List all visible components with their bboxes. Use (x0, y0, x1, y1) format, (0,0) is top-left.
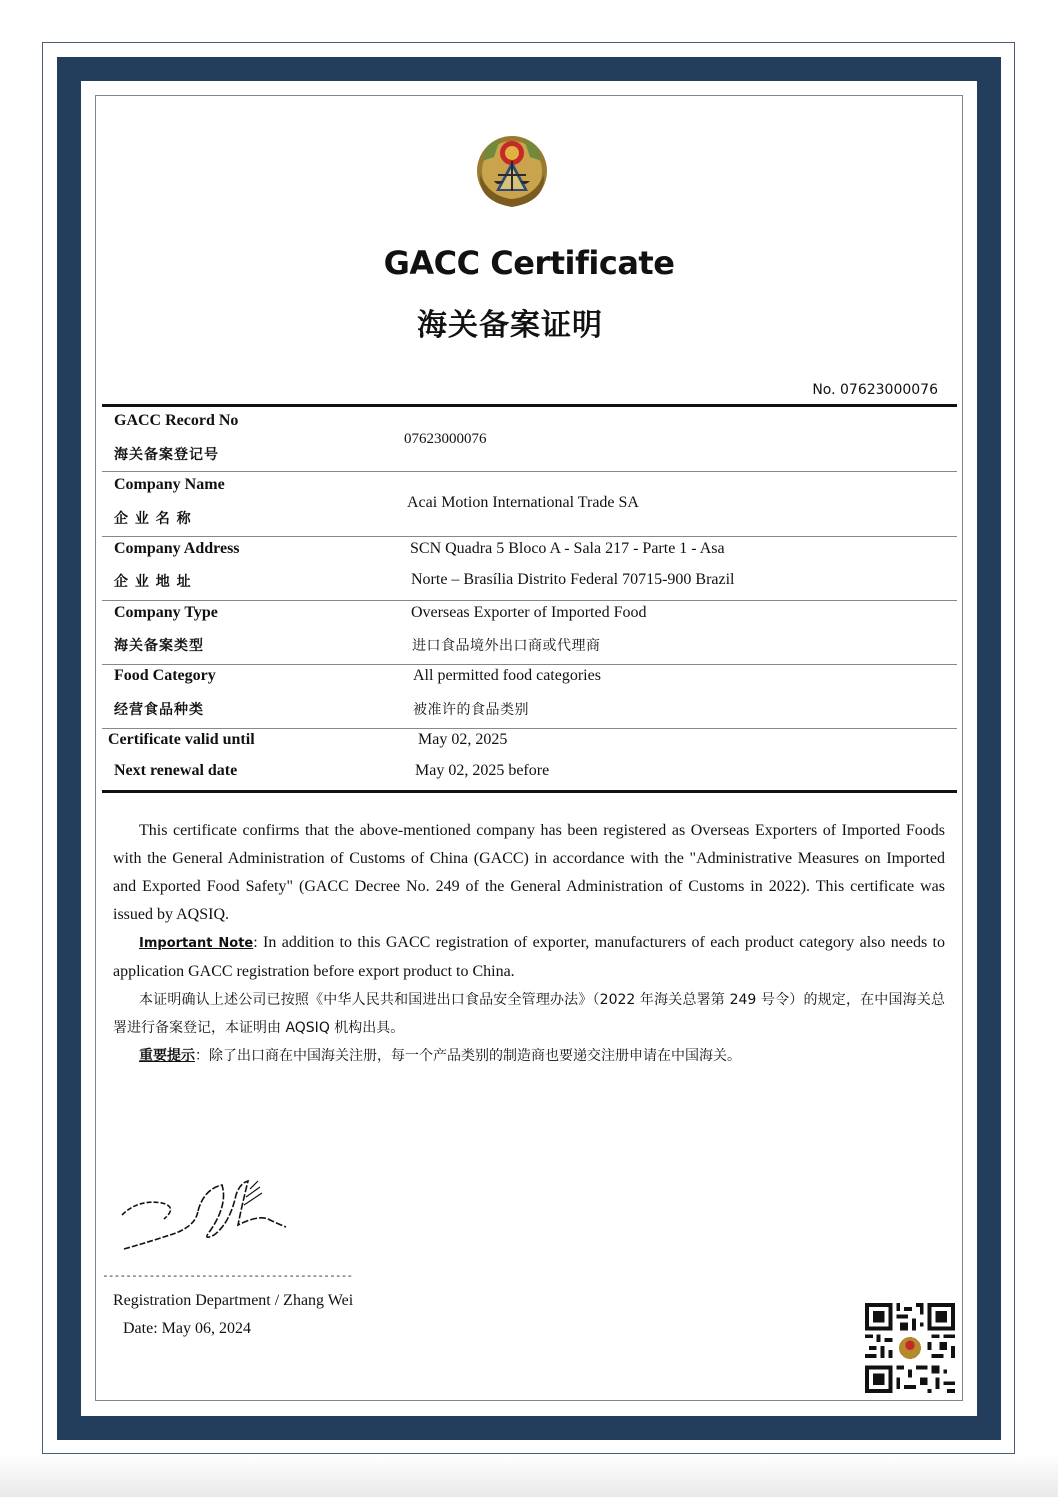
important-note-label-cn: 重要提示 (139, 1048, 195, 1064)
signature-date: Date: May 06, 2024 (123, 1320, 251, 1337)
food-category-value: All permitted food categories (413, 667, 601, 684)
table-top-rule (102, 404, 957, 407)
company-type-label: Company Type (114, 604, 218, 621)
row-divider (102, 664, 957, 665)
certificate-number: No. 07623000076 (812, 382, 938, 398)
food-category-label-cn: 经营食品种类 (114, 702, 204, 718)
body-paragraph-cn: 本证明确认上述公司已按照《中华人民共和国进出口食品安全管理办法》（2022 年海关总署第 249 号令）的规定，在中国海关总署进行备案登记，本证明由 AQSIQ 机构出具。 (113, 992, 945, 1036)
important-note-en (113, 929, 945, 986)
renewal-label: Next renewal date (114, 762, 238, 779)
company-type-label-cn: 海关备案类型 (114, 638, 204, 654)
food-category-value-cn: 被准许的食品类别 (413, 702, 529, 718)
food-category-label: Food Category (114, 667, 216, 684)
body-paragraph-en: This certificate confirms that the above-mentioned company has been registered as Overseas Exporters of Imported Foods with the General Administration of Customs of China (GACC) in accordance with the "Administrative Measures on Imported and Exported Food Safety" (GACC Decree No. 249 of the General Administration of Customs in 2022). This certificate was issued by AQSIQ. (113, 822, 945, 923)
company-address-line2: Norte – Brasília Distrito Federal 70715-900 Brazil (411, 571, 735, 588)
certificate-body (113, 817, 945, 1070)
row-divider (102, 471, 957, 472)
title-en: GACC Certificate (383, 244, 675, 282)
company-name-value: Acai Motion International Trade SA (407, 494, 639, 511)
record-no-label: GACC Record No (114, 412, 239, 429)
company-name-label-cn: 企 业 名 称 (114, 511, 192, 527)
customs-emblem-icon (474, 131, 550, 209)
important-note-cn (113, 1042, 945, 1070)
signer-name: Registration Department / Zhang Wei (113, 1292, 354, 1309)
important-note-text: : In addition to this GACC registration of exporter, manufacturers of each product category also needs to application GACC registration before export product to China. (113, 934, 946, 980)
company-address-label: Company Address (114, 540, 240, 557)
valid-until-value: May 02, 2025 (418, 731, 508, 748)
title-cn: 海关备案证明 (417, 308, 603, 343)
company-type-value-cn: 进口食品境外出口商或代理商 (412, 638, 601, 654)
renewal-value: May 02, 2025 before (415, 762, 550, 779)
important-note-text-cn: ：除了出口商在中国海关注册，每一个产品类别的制造商也要递交注册申请在中国海关。 (195, 1048, 741, 1064)
record-no-label-cn: 海关备案登记号 (114, 447, 219, 463)
valid-until-label: Certificate valid until (108, 731, 255, 748)
signature-line: ------------------------------------------- (102, 1269, 353, 1282)
company-name-label: Company Name (114, 476, 225, 493)
row-divider (102, 536, 957, 537)
company-address-label-cn: 企 业 地 址 (114, 574, 192, 590)
important-note-label: Important Note (139, 936, 254, 951)
company-address-line1: SCN Quadra 5 Bloco A - Sala 217 - Parte 1 - Asa (410, 540, 725, 557)
record-no-value: 07623000076 (404, 431, 487, 447)
company-type-value: Overseas Exporter of Imported Food (411, 604, 647, 621)
signature-image (118, 1175, 293, 1257)
table-bottom-rule (102, 790, 957, 793)
row-divider (102, 600, 957, 601)
qr-code-icon (864, 1303, 956, 1393)
row-divider (102, 728, 957, 729)
